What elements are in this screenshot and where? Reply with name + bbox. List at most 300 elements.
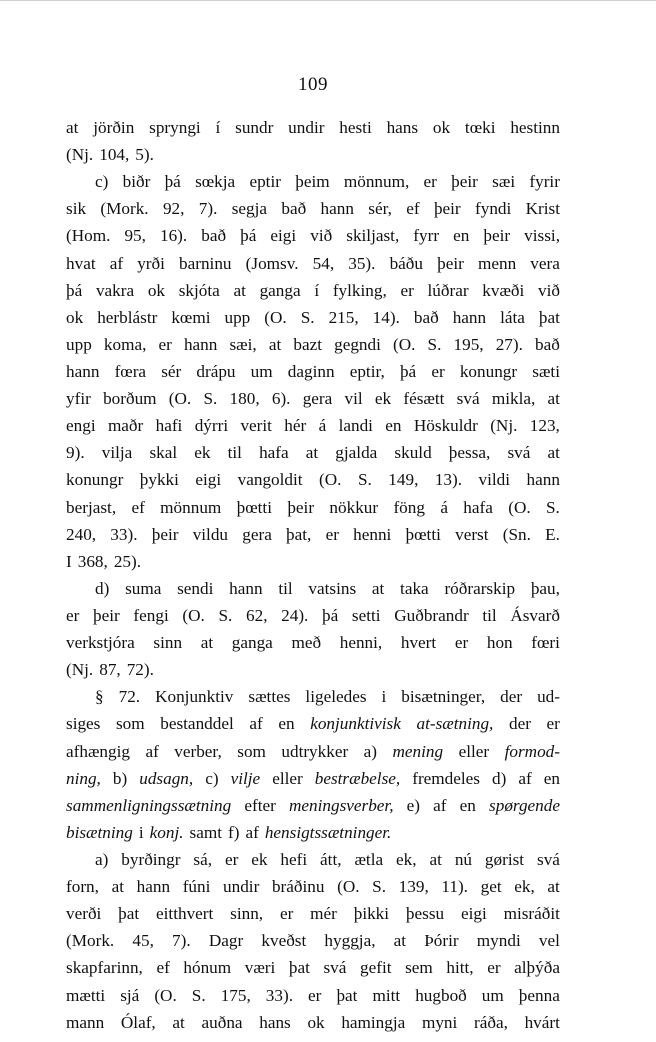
word: 87,	[99, 660, 121, 680]
word: sér,	[368, 199, 392, 219]
word: eller	[458, 741, 490, 761]
word: af	[145, 741, 159, 761]
word: hugboð	[415, 985, 467, 1005]
word: (O.	[182, 605, 205, 625]
word: vissi,	[524, 226, 560, 246]
word: hann	[320, 199, 354, 219]
word: bestanddel	[160, 714, 234, 734]
word: mikla,	[491, 389, 536, 409]
word: en	[543, 768, 560, 788]
word: at	[66, 118, 79, 137]
text-line	[66, 792, 560, 819]
word: föng	[393, 497, 425, 517]
word: verber,	[174, 741, 222, 761]
word: (O.	[508, 497, 531, 517]
word: ef	[406, 199, 420, 219]
word: eigi	[270, 226, 297, 246]
word: þá	[399, 361, 417, 381]
word: vil	[344, 389, 363, 409]
word: skjóta	[178, 280, 220, 300]
word: ok	[147, 280, 165, 300]
word: konungr	[459, 361, 518, 381]
word: er	[224, 849, 239, 869]
text-line	[66, 656, 560, 683]
word: herblástr	[97, 307, 158, 327]
word: barninu	[179, 253, 232, 273]
word: sinn,	[230, 904, 264, 924]
emphasized-word: konjunktivisk	[310, 714, 401, 734]
word: menn	[477, 253, 517, 273]
word: ganga	[259, 280, 301, 300]
word: f)	[228, 822, 240, 842]
word: Ásvarð	[510, 605, 560, 625]
word: bráðinu	[271, 877, 325, 897]
word: 95,	[124, 226, 146, 246]
word: um	[250, 361, 273, 381]
word: vakra	[95, 280, 135, 300]
text-line	[66, 304, 560, 331]
word: a)	[95, 849, 109, 869]
word: at	[200, 633, 214, 653]
word: hesti	[339, 118, 372, 137]
word: 5).	[135, 145, 154, 165]
word: eigi	[460, 904, 487, 924]
word: gera	[302, 389, 333, 409]
top-border	[0, 0, 656, 1]
word: landi	[338, 416, 373, 436]
word: þessa,	[448, 443, 491, 463]
word: 7).	[172, 931, 191, 951]
word: sem	[405, 958, 433, 978]
word: er	[325, 524, 339, 544]
word: fyrr	[413, 226, 440, 246]
word: þeir	[483, 226, 511, 246]
word: þeir	[287, 497, 315, 517]
word: S.	[218, 605, 233, 625]
word: segja	[231, 199, 268, 219]
word: bað	[281, 199, 307, 219]
word: Dagr	[208, 931, 244, 951]
word: eptir	[249, 172, 281, 192]
word: at	[393, 931, 407, 951]
word: 35).	[348, 253, 376, 273]
word: siges	[66, 714, 101, 734]
word: S.	[300, 307, 315, 327]
word: fyndi	[475, 199, 512, 219]
word: skuld	[394, 443, 432, 463]
word: skiljast,	[346, 226, 400, 246]
word: þá	[322, 605, 339, 625]
word: ek,	[514, 877, 535, 897]
word: hafa	[259, 443, 289, 463]
word: þeir	[437, 253, 464, 273]
word: samt	[189, 822, 222, 842]
word: mér	[310, 904, 337, 924]
emphasized-word: formod-	[504, 741, 560, 761]
text-line	[66, 439, 560, 466]
text-line	[66, 765, 560, 792]
word: undir	[223, 877, 260, 897]
word: sér	[161, 361, 182, 381]
word: þœtti	[236, 497, 272, 517]
word: er	[487, 958, 501, 978]
word: fremdeles	[412, 768, 480, 788]
word: 33).	[265, 985, 294, 1005]
word: 11).	[441, 877, 468, 897]
word: 104,	[99, 145, 130, 165]
word: biðr	[122, 172, 151, 192]
word: 72.	[118, 687, 141, 707]
word: bað	[535, 334, 560, 354]
word: Þórir	[424, 931, 459, 951]
text-line	[66, 819, 560, 846]
word: c)	[95, 172, 109, 192]
word: hitt,	[446, 958, 474, 978]
text-line	[66, 683, 560, 710]
word: at	[429, 849, 442, 869]
word: skapfarinn,	[66, 958, 143, 978]
word: þat	[538, 307, 560, 327]
word: konungr	[66, 470, 124, 490]
word: hyggja,	[324, 931, 376, 951]
word: þikki	[353, 904, 390, 924]
word: er	[423, 172, 437, 192]
word: þat	[118, 904, 140, 924]
word: þat,	[286, 524, 312, 544]
word: sœkja	[195, 172, 236, 192]
text-line	[66, 710, 560, 737]
word: hónum	[183, 958, 232, 978]
text-line	[66, 575, 560, 602]
word: efter	[244, 795, 276, 815]
word: (Nj.	[66, 660, 94, 680]
word: af	[109, 253, 124, 273]
word: at	[547, 443, 560, 463]
word: borðum	[103, 389, 157, 409]
word: er	[546, 714, 560, 734]
word: ek	[374, 389, 392, 409]
word: 149,	[388, 470, 419, 490]
word: undir	[288, 118, 325, 137]
word: láta	[500, 307, 525, 327]
word: í	[314, 280, 320, 300]
word: byrðingr	[121, 849, 181, 869]
word: 139,	[398, 877, 429, 897]
word: á	[440, 497, 448, 517]
word: (Jomsv.	[245, 253, 299, 273]
emphasized-word: meningsverber,	[288, 795, 394, 815]
word: i	[381, 687, 387, 707]
word: fengi	[133, 605, 169, 625]
word: 33).	[110, 524, 138, 544]
word: Ólaf,	[120, 1012, 156, 1032]
word: 123,	[529, 416, 560, 436]
word: af	[433, 795, 447, 815]
word: hans	[386, 118, 419, 137]
word: þat	[336, 985, 358, 1005]
word: þykki	[139, 470, 179, 490]
word: mönnum	[160, 497, 222, 517]
page-number: 109	[298, 74, 328, 95]
text-line	[66, 1009, 560, 1036]
word: fylking,	[332, 280, 387, 300]
word: I	[66, 551, 72, 571]
word: suma	[125, 578, 162, 598]
word: som	[237, 741, 266, 761]
word: þœtti	[405, 524, 441, 544]
word: þau,	[530, 578, 560, 598]
word: sæi,	[229, 334, 257, 354]
word: E.	[545, 524, 560, 544]
word: drápu	[196, 361, 236, 381]
word: ok	[66, 307, 84, 327]
word: (Hom.	[66, 226, 111, 246]
word: til	[482, 605, 497, 625]
word: mönnum,	[343, 172, 410, 192]
word: (Sn.	[502, 524, 531, 544]
word: (O.	[392, 334, 416, 354]
word: alþýða	[514, 958, 560, 978]
word: 27).	[495, 334, 523, 354]
word: at	[268, 334, 282, 354]
word: kveðst	[261, 931, 307, 951]
text-line	[66, 548, 560, 575]
word: þeim	[295, 172, 330, 192]
word: engi	[66, 416, 96, 436]
word: 92,	[162, 199, 185, 219]
emphasized-word: bestræbelse,	[314, 768, 401, 788]
text-line	[66, 168, 560, 195]
word: hann	[66, 361, 100, 381]
emphasized-word: hensigtssætninger.	[264, 822, 392, 842]
word: hafi	[155, 416, 183, 436]
word: i	[138, 822, 144, 842]
word: vel	[538, 931, 560, 951]
word: taka	[400, 578, 429, 598]
word: sjá	[120, 985, 140, 1005]
word: við	[538, 280, 560, 300]
word: S.	[372, 877, 387, 897]
word: afhængig	[66, 741, 130, 761]
word: 14).	[372, 307, 400, 327]
text-line	[66, 954, 560, 981]
word: mann	[66, 1012, 105, 1032]
word: upp	[66, 334, 92, 354]
word: S.	[191, 985, 206, 1005]
word: S.	[427, 334, 442, 354]
word: hvat	[66, 253, 96, 273]
word: fœra	[114, 361, 147, 381]
word: vildu	[192, 524, 229, 544]
word: þá	[164, 172, 181, 192]
word: 240,	[66, 524, 97, 544]
word: b)	[112, 768, 128, 788]
word: nú	[454, 849, 472, 869]
word: sæi	[492, 172, 516, 192]
word: at	[305, 443, 319, 463]
word: eptir,	[349, 361, 385, 381]
word: eitthvert	[156, 904, 214, 924]
word: hefi	[280, 849, 308, 869]
word: henni,	[339, 633, 383, 653]
word: 25).	[113, 551, 142, 571]
word: (O.	[168, 389, 192, 409]
word: maðr	[107, 416, 144, 436]
word: at	[547, 389, 560, 409]
word: hann	[526, 470, 560, 490]
word: koma,	[103, 334, 147, 354]
word: verit	[240, 416, 272, 436]
word: bazt	[293, 334, 322, 354]
word: gørist	[484, 849, 525, 869]
word: þeir	[151, 524, 179, 544]
word: get	[480, 877, 502, 897]
word: henni	[353, 524, 392, 544]
word: ok	[307, 1012, 325, 1032]
word: er	[431, 361, 445, 381]
word: af	[518, 768, 532, 788]
emphasized-word: vilje	[230, 768, 261, 788]
word: til	[278, 578, 293, 598]
text-line	[66, 494, 560, 521]
word: ætla	[354, 849, 384, 869]
emphasized-word: konj.	[149, 822, 184, 842]
word: yfir	[66, 389, 91, 409]
word: d)	[95, 578, 110, 598]
word: jörðin	[93, 118, 135, 137]
text-line	[66, 385, 560, 412]
word: væri	[244, 958, 276, 978]
word: 45,	[132, 931, 154, 951]
word: mitt	[372, 985, 401, 1005]
word: sundr	[235, 118, 274, 137]
word: som	[115, 714, 145, 734]
word: at	[172, 1012, 185, 1032]
word: þenna	[518, 985, 560, 1005]
word: kœmi	[171, 307, 211, 327]
word: bað	[413, 307, 439, 327]
word: mætti	[66, 985, 106, 1005]
word: vangoldit	[237, 470, 303, 490]
word: sik	[66, 199, 87, 219]
text-line	[66, 873, 560, 900]
word: dýrri	[194, 416, 229, 436]
word: þeir	[93, 605, 120, 625]
word: der	[508, 714, 531, 734]
word: verkstjóra	[66, 633, 135, 653]
word: fœri	[531, 633, 560, 653]
word: hann	[229, 578, 263, 598]
word: kvæði	[482, 280, 525, 300]
word: 13).	[434, 470, 463, 490]
word: Guðbrandr	[394, 605, 469, 625]
word: ok	[432, 118, 451, 137]
text-line	[66, 195, 560, 222]
word: hon	[486, 633, 513, 653]
word: ef	[131, 497, 145, 517]
word: þá	[240, 226, 257, 246]
emphasized-word: mening	[392, 741, 444, 761]
word: ligeledes	[305, 687, 367, 707]
word: eller	[272, 768, 303, 788]
word: 9).	[66, 443, 85, 463]
word: at	[111, 877, 124, 897]
body-text	[66, 114, 560, 1036]
word: 16).	[159, 226, 188, 246]
word: spryngi	[149, 118, 201, 137]
word: upp	[224, 307, 251, 327]
word: þat	[288, 958, 310, 978]
word: þessu	[405, 904, 445, 924]
text-line	[66, 331, 560, 358]
word: S.	[203, 389, 218, 409]
word: fésætt	[403, 389, 445, 409]
word: hafa	[463, 497, 493, 517]
word: vildi	[478, 470, 511, 490]
word: myni	[421, 1012, 458, 1032]
word: hvárt	[524, 1012, 560, 1032]
text-line	[66, 412, 560, 439]
word: hvert	[400, 633, 437, 653]
word: 72).	[126, 660, 154, 680]
word: verði	[66, 904, 102, 924]
word: §	[95, 687, 104, 707]
word: d)	[492, 768, 507, 788]
text-line	[66, 602, 560, 629]
word: 195,	[453, 334, 484, 354]
word: sendi	[177, 578, 214, 598]
word: þeir	[451, 172, 478, 192]
text-line	[66, 900, 560, 927]
word: 7).	[198, 199, 218, 219]
text-line	[66, 521, 560, 548]
word: en	[453, 226, 470, 246]
word: (O.	[319, 470, 342, 490]
word: yrði	[137, 253, 165, 273]
word: lúðrar	[427, 280, 469, 300]
word: en	[385, 416, 402, 436]
word: með	[291, 633, 322, 653]
text-line	[66, 982, 560, 1009]
text-line	[66, 629, 560, 656]
word: eigi	[195, 470, 222, 490]
word: hér	[284, 416, 307, 436]
word: er	[279, 904, 294, 924]
word: ud-	[537, 687, 560, 707]
word: myndi	[476, 931, 521, 951]
word: gjalda	[335, 443, 378, 463]
word: (O.	[264, 307, 287, 327]
word: gegndi	[334, 334, 381, 354]
text-line	[66, 927, 560, 954]
word: hamingja	[341, 1012, 406, 1032]
word: þeir	[433, 199, 461, 219]
word: 215,	[328, 307, 359, 327]
text-line	[66, 277, 560, 304]
word: hann	[183, 334, 218, 354]
word: at	[371, 578, 385, 598]
word: e)	[406, 795, 421, 815]
word: (Nj.	[490, 416, 518, 436]
word: bað	[201, 226, 227, 246]
emphasized-word: sammenligningssætning	[66, 795, 232, 815]
word: sæti	[532, 361, 560, 381]
word: sættes	[248, 687, 291, 707]
word: hestinn	[510, 118, 560, 137]
word: hann	[136, 877, 171, 897]
word: 62,	[246, 605, 268, 625]
word: S.	[357, 470, 372, 490]
